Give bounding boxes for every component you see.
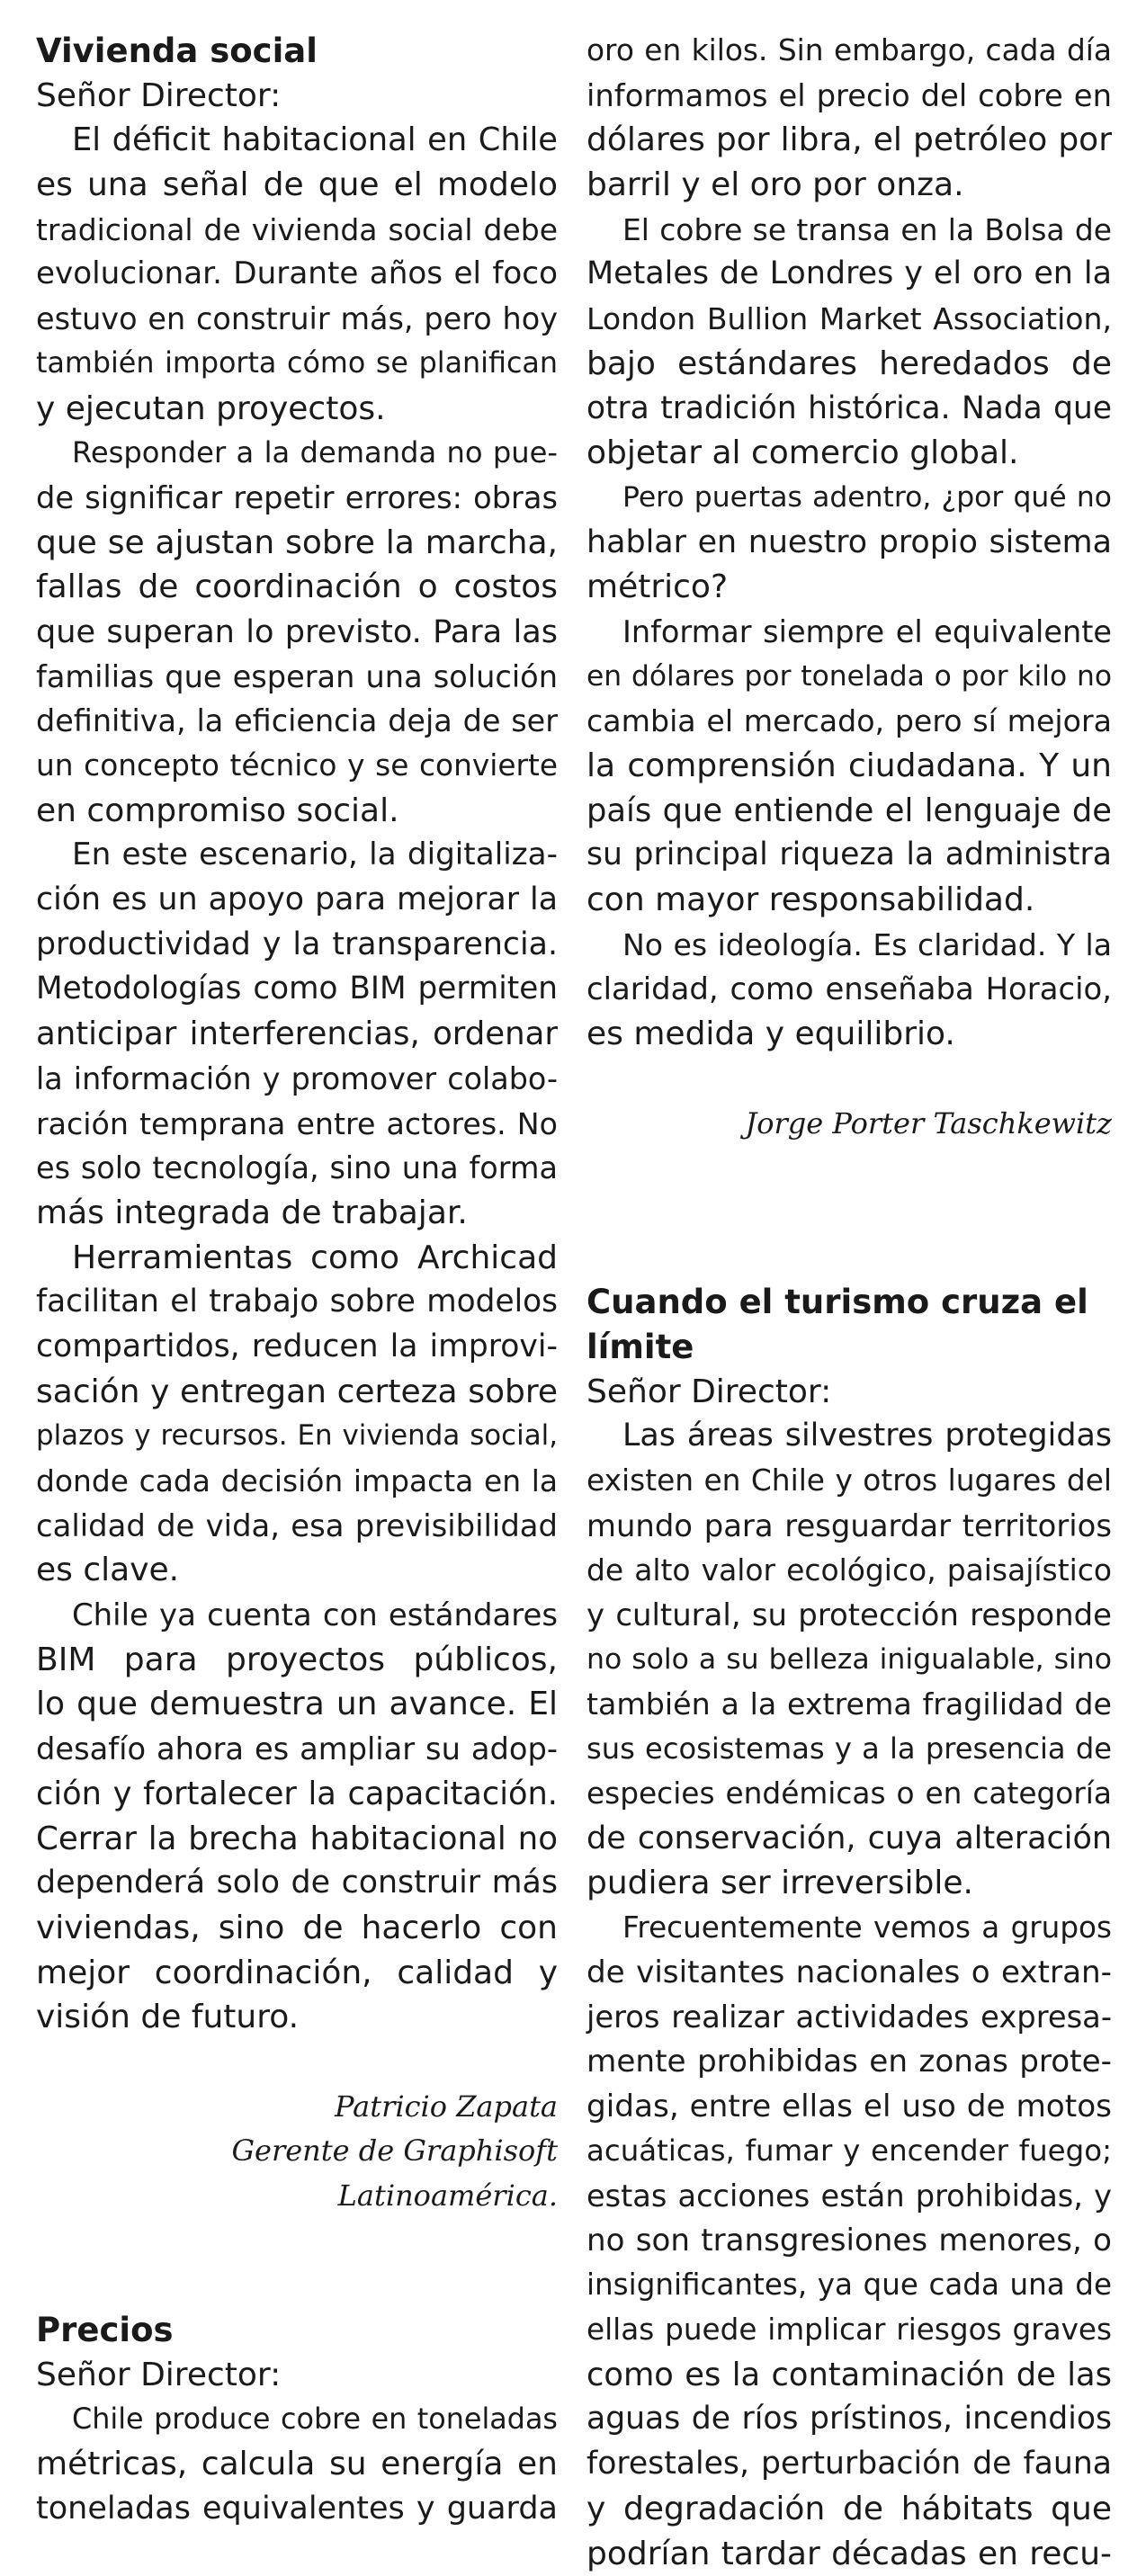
text-line: calidad de vida, esa previsibilidad	[36, 1504, 558, 1549]
text-line: podrían tardar décadas en recu-	[586, 2532, 1112, 2576]
text-line: No es ideología. Es claridad. Y la	[586, 923, 1112, 968]
text-line: oro en kilos. Sin embargo, cada día	[586, 29, 1112, 74]
text-line: desafío ahora es ampliar su adop-	[36, 1727, 558, 1772]
text-line: sus ecosistemas y a la presencia de	[586, 1727, 1112, 1772]
text-line: que superan lo previsto. Para las	[36, 610, 558, 655]
text-line: El cobre se transa en la Bolsa de	[586, 208, 1112, 253]
text-line: bajo estándares heredados de	[586, 342, 1112, 387]
text-line: también a la extrema fragilidad de	[586, 1682, 1112, 1727]
text-line: ellas puede implicar riesgos graves	[586, 2308, 1112, 2353]
text-line: Chile ya cuenta con estándares	[36, 1593, 558, 1638]
text-line: es medida y equilibrio.	[586, 1012, 1112, 1057]
text-line: hablar en nuestro propio sistema	[586, 521, 1112, 566]
text-line: objetar al comercio global.	[586, 431, 1112, 476]
text-line: ción y fortalecer la capacitación.	[36, 1772, 558, 1817]
text-line: toneladas equivalentes y guarda	[36, 2487, 558, 2532]
text-line: es solo tecnología, sino una forma	[36, 1146, 558, 1191]
text-line: en compromiso social.	[36, 789, 558, 834]
text-line: Cerrar la brecha habitacional no	[36, 1817, 558, 1862]
text-line: claridad, como enseñaba Horacio,	[586, 967, 1112, 1012]
text-line: fallas de coordinación o costos	[36, 565, 558, 610]
text-line: estuvo en construir más, pero hoy	[36, 297, 558, 342]
letter-title: Cuando el turismo cruza el	[586, 1280, 1112, 1325]
text-line: mundo para resguardar territorios	[586, 1504, 1112, 1549]
text-line: pudiera ser irreversible.	[586, 1861, 1112, 1906]
text-line: visión de futuro.	[36, 1995, 558, 2040]
text-line: informamos el precio del cobre en	[586, 74, 1112, 119]
text-line: acuáticas, fumar y encender fuego;	[586, 2129, 1112, 2174]
text-line: mente prohibidas en zonas prote-	[586, 2040, 1112, 2085]
signature-name: Jorge Porter Taschkewitz	[586, 1102, 1112, 1147]
text-line: la información y promover colabo-	[36, 1057, 558, 1102]
right-column	[586, 29, 1112, 2576]
text-line: Chile produce cobre en toneladas	[36, 2397, 558, 2442]
letter-title: Precios	[36, 2308, 558, 2353]
text-line: London Bullion Market Association,	[586, 297, 1112, 342]
text-line: En este escenario, la digitaliza-	[36, 833, 558, 878]
text-line: evolucionar. Durante años el foco	[36, 252, 558, 297]
text-line: barril y el oro por onza.	[586, 163, 1112, 208]
text-line: de significar repetir errores: obras	[36, 476, 558, 521]
text-line: Informar siempre el equivalente	[586, 610, 1112, 655]
text-line: dependerá solo de construir más	[36, 1861, 558, 1906]
text-line: productividad y la transparencia.	[36, 923, 558, 968]
text-line: gidas, entre ellas el uso de motos	[586, 2085, 1112, 2130]
signature-region: Latinoamérica.	[36, 2174, 558, 2219]
text-line: ción es un apoyo para mejorar la	[36, 878, 558, 923]
letter-title: Vivienda social	[36, 29, 558, 74]
text-line: compartidos, reducen la improvi-	[36, 1325, 558, 1370]
text-line: viviendas, sino de hacerlo con	[36, 1906, 558, 1951]
text-line: es clave.	[36, 1548, 558, 1593]
text-line: y ejecutan proyectos.	[36, 387, 558, 432]
text-line: de conservación, cuya alteración	[586, 1817, 1112, 1862]
letter-title-continued: límite	[586, 1325, 1112, 1370]
text-line: país que entiende el lenguaje de	[586, 789, 1112, 834]
text-line: facilitan el trabajo sobre modelos	[36, 1280, 558, 1325]
text-line: ración temprana entre actores. No	[36, 1102, 558, 1147]
signature-name: Patricio Zapata	[36, 2085, 558, 2130]
text-line: un concepto técnico y se convierte	[36, 744, 558, 789]
text-line: existen en Chile y otros lugares del	[586, 1459, 1112, 1504]
text-line: con mayor responsabilidad.	[586, 878, 1112, 923]
text-line: de visitantes nacionales o extran-	[586, 1951, 1112, 1996]
text-line: donde cada decisión impacta en la	[36, 1459, 558, 1504]
salutation: Señor Director:	[36, 74, 558, 119]
text-line: mejor coordinación, calidad y	[36, 1951, 558, 1996]
text-line: estas acciones están prohibidas, y	[586, 2174, 1112, 2219]
text-line: Las áreas silvestres protegidas	[586, 1414, 1112, 1459]
text-line: aguas de ríos prístinos, incendios	[586, 2397, 1112, 2442]
text-line: sación y entregan certeza sobre	[36, 1370, 558, 1415]
text-line: como es la contaminación de las	[586, 2353, 1112, 2398]
text-line: no solo a su belleza inigualable, sino	[586, 1638, 1112, 1683]
text-line: métrico?	[586, 565, 1112, 610]
text-line: no son transgresiones menores, o	[586, 2219, 1112, 2264]
text-line: y degradación de hábitats que	[586, 2487, 1112, 2532]
text-line: de alto valor ecológico, paisajístico	[586, 1548, 1112, 1593]
text-line: cambia el mercado, pero sí mejora	[586, 699, 1112, 744]
text-line: El déficit habitacional en Chile	[36, 118, 558, 163]
text-line: Herramientas como Archicad	[36, 1236, 558, 1281]
text-line: que se ajustan sobre la marcha,	[36, 521, 558, 566]
text-line: otra tradición histórica. Nada que	[586, 387, 1112, 432]
text-line: también importa cómo se planifican	[36, 342, 558, 387]
text-line: y cultural, su protección responde	[586, 1593, 1112, 1638]
text-line: métricas, calcula su energía en	[36, 2442, 558, 2487]
text-line: jeros realizar actividades expresa-	[586, 1995, 1112, 2040]
text-line: insignificantes, ya que cada una de	[586, 2263, 1112, 2308]
text-line: la comprensión ciudadana. Y un	[586, 744, 1112, 789]
text-line: anticipar interferencias, ordenar	[36, 1012, 558, 1057]
salutation: Señor Director:	[36, 2353, 558, 2398]
text-line: dólares por libra, el petróleo por	[586, 118, 1112, 163]
text-line: Pero puertas adentro, ¿por qué no	[586, 476, 1112, 521]
text-line: plazos y recursos. En vivienda social,	[36, 1414, 558, 1459]
text-line: lo que demuestra un avance. El	[36, 1682, 558, 1727]
text-line: Frecuentemente vemos a grupos	[586, 1906, 1112, 1951]
left-column	[36, 29, 558, 2532]
text-line: es una señal de que el modelo	[36, 163, 558, 208]
salutation: Señor Director:	[586, 1370, 1112, 1415]
text-line: definitiva, la eficiencia deja de ser	[36, 699, 558, 744]
text-line: BIM para proyectos públicos,	[36, 1638, 558, 1683]
text-line: más integrada de trabajar.	[36, 1191, 558, 1236]
text-line: su principal riqueza la administra	[586, 833, 1112, 878]
text-line: forestales, perturbación de fauna	[586, 2442, 1112, 2487]
text-line: Metales de Londres y el oro en la	[586, 252, 1112, 297]
text-line: en dólares por tonelada o por kilo no	[586, 655, 1112, 700]
text-line: Metodologías como BIM permiten	[36, 967, 558, 1012]
text-line: tradicional de vivienda social debe	[36, 208, 558, 253]
text-line: especies endémicas o en categoría	[586, 1772, 1112, 1817]
text-line: Responder a la demanda no pue-	[36, 431, 558, 476]
signature-role: Gerente de Graphisoft	[36, 2129, 558, 2174]
text-line: familias que esperan una solución	[36, 655, 558, 700]
